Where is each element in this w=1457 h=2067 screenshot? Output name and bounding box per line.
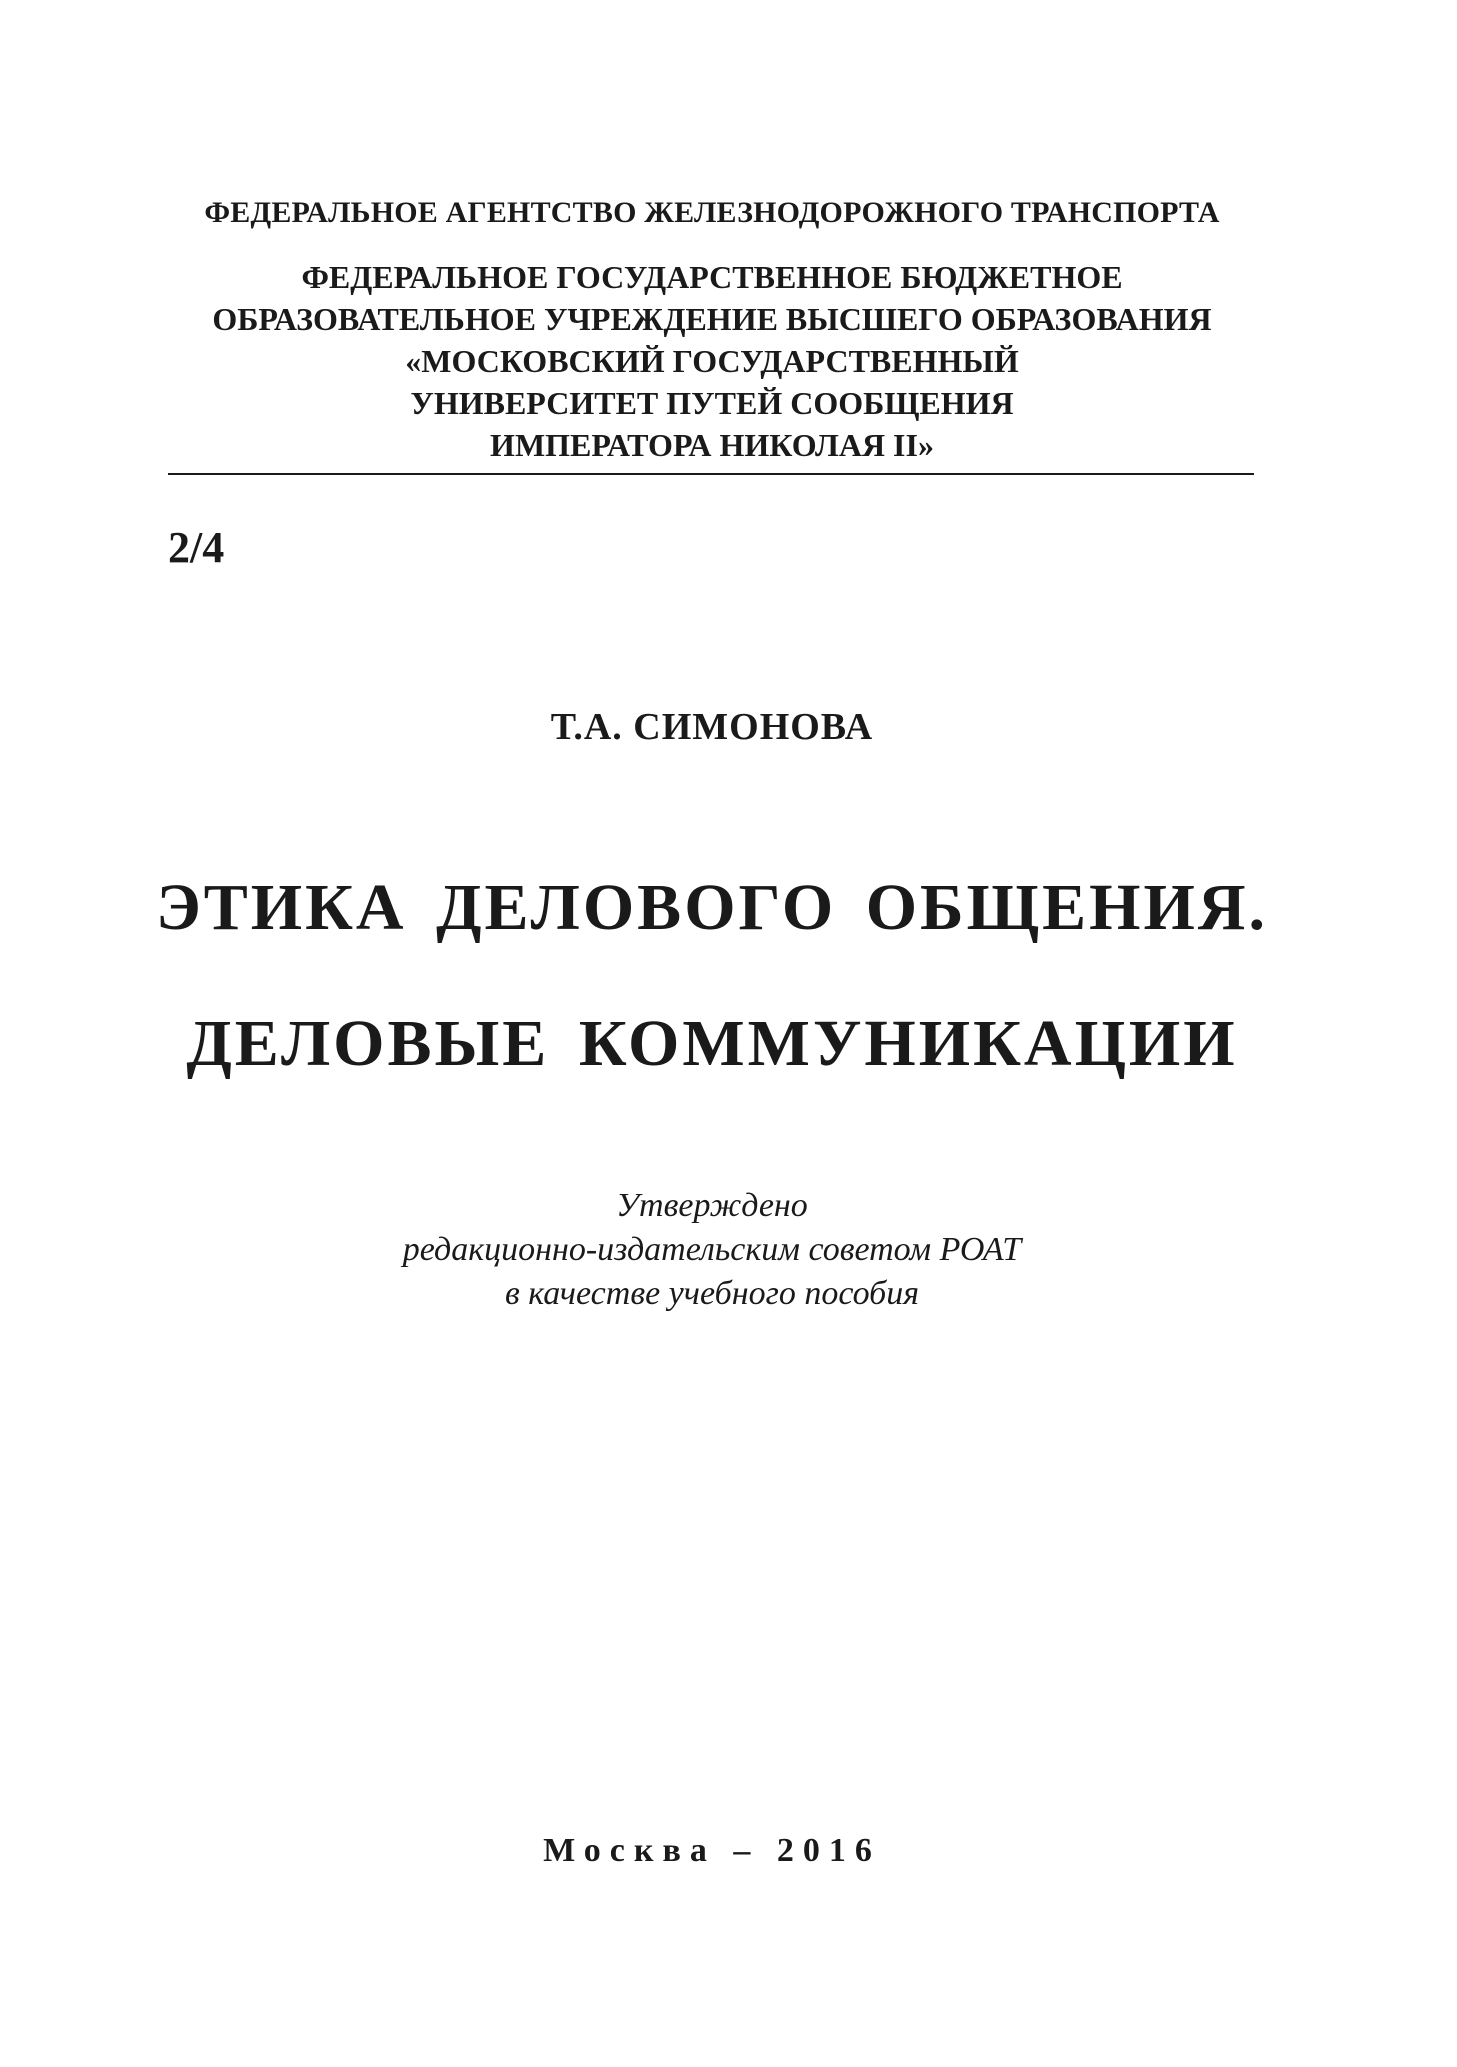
institution-line: «МОСКОВСКИЙ ГОСУДАРСТВЕННЫЙ	[405, 343, 1019, 379]
place-and-year: Москва – 2016	[543, 1832, 881, 1869]
institution-name	[0, 256, 1424, 466]
approval-line: Утверждено	[616, 1187, 808, 1224]
approval-line: в качестве учебного пособия	[504, 1275, 920, 1312]
approval-line: редакционно-издательским советом РОАТ	[402, 1231, 1022, 1268]
catalog-code: 2/4	[168, 523, 225, 572]
institution-line: ФЕДЕРАЛЬНОЕ ГОСУДАРСТВЕННОЕ БЮДЖЕТНОЕ	[301, 259, 1123, 295]
title-line: ЭТИКА ДЕЛОВОГО ОБЩЕНИЯ.	[155, 871, 1269, 944]
author-name: Т.А. СИМОНОВА	[550, 706, 874, 748]
title-line: ДЕЛОВЫЕ КОММУНИКАЦИИ	[186, 1007, 1238, 1080]
header-divider	[168, 473, 1254, 475]
institution-line: ОБРАЗОВАТЕЛЬНОЕ УЧРЕЖДЕНИЕ ВЫСШЕГО ОБРАЗОВАНИЯ	[212, 301, 1212, 337]
institution-line: УНИВЕРСИТЕТ ПУТЕЙ СООБЩЕНИЯ	[410, 385, 1014, 421]
approval-note	[0, 1184, 1424, 1316]
institution-line: ИМПЕРАТОРА НИКОЛАЯ II»	[490, 427, 934, 463]
agency-name: ФЕДЕРАЛЬНОЕ АГЕНТСТВО ЖЕЛЕЗНОДОРОЖНОГО ТРАНСПОРТА	[204, 196, 1220, 229]
book-title	[0, 840, 1424, 1112]
